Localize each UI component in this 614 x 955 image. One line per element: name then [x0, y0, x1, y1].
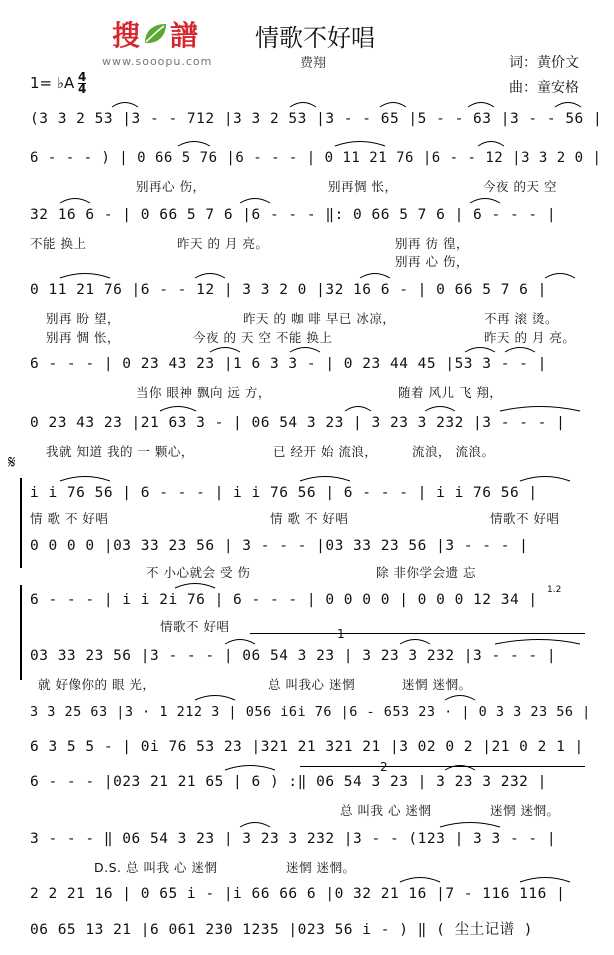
leaf-icon [142, 22, 168, 46]
notation-line-4: 0 11 21 76 |6 - - 12 | 3 3 2 0 |32 16 6 - | 0 66 5 7 6 | [30, 282, 547, 298]
notation-line-3: 32 16 6 - | 0 66 5 7 6 |6 - - - ‖: 0 66 5 7 6 | 6 - - - | [30, 207, 557, 223]
notation-line-13: 6 - - - |023 21 21 65 | 6 ) :‖ 06 54 3 23 | 3 23 3 232 | [30, 774, 547, 790]
lyric-5c: 昨天 的 月 亮。 [484, 330, 576, 345]
lyric-12a: 总 叫我 心 迷惘 [340, 803, 432, 818]
system-brace-1 [20, 478, 25, 568]
time-sig-top: 4 [78, 70, 87, 84]
slur [520, 477, 570, 482]
slur [345, 407, 371, 412]
slur [440, 823, 500, 828]
slur [178, 142, 210, 147]
volta-2-label: 2 [380, 760, 388, 774]
slur [60, 477, 110, 482]
slur [380, 103, 406, 108]
slur [112, 103, 138, 108]
slur [335, 142, 385, 147]
slur [495, 640, 580, 645]
slur [545, 274, 575, 279]
lyric-3c: 别再 彷 徨， [395, 236, 469, 251]
slur [400, 640, 430, 645]
lyric-3d: 别再 心 伤， [395, 254, 469, 269]
slur [500, 407, 580, 412]
lyric-8c: 情歌不 好唱 [490, 511, 560, 526]
slur [468, 103, 494, 108]
logo-char-sou: 搜 [112, 19, 141, 52]
lyric-7b: 已 经开 始 流浪， [273, 444, 378, 459]
slur [300, 477, 350, 482]
slur [425, 407, 455, 412]
system-brace-2 [20, 585, 25, 680]
slur [210, 348, 240, 353]
notation-line-5: 6 - - - | 0 23 43 23 |1 6 3 3 - | 0 23 44 45 |53 3 - - | [30, 356, 547, 372]
lyric-11a: 就 好像你的 眼 光， [38, 677, 156, 692]
slur [225, 640, 255, 645]
time-signature [78, 72, 86, 95]
slur [478, 142, 504, 147]
lyricist-credit: 词：黄价文 [509, 55, 579, 71]
site-logo[interactable] [112, 14, 198, 54]
notation-line-6: 0 23 43 23 |21 63 3 - | 06 54 3 23 | 3 23 3 232 |3 - - - | [30, 415, 566, 431]
lyric-5b: 今夜 的 天 空 不能 换上 [193, 330, 333, 345]
lyric-3b: 昨天 的 月 亮。 [177, 236, 269, 251]
slur [60, 274, 110, 279]
slur [195, 696, 235, 701]
lyric-3a: 不能 换上 [30, 236, 87, 251]
lyric-8b: 情 歌 不 好唱 [270, 511, 349, 526]
volta-small-label: 1.2 [547, 585, 562, 595]
lyric-4c: 不再 滚 烫。 [484, 311, 558, 326]
singer-name: 费翔 [300, 56, 327, 71]
lyric-7a: 我就 知道 我的 一 颗心， [46, 444, 194, 459]
lyric-7c: 流浪， 流浪。 [412, 444, 495, 459]
slur [195, 274, 225, 279]
volta-1-label: 1 [337, 627, 345, 641]
lyric-2a: 别再心 伤， [136, 179, 206, 194]
slur [290, 348, 320, 353]
slur [360, 274, 390, 279]
logo-char-pu: 譜 [170, 19, 199, 52]
notation-line-16: 06 65 13 21 |6 061 230 1235 |023 56 i - ) ‖ ( 尘土记谱 ) [30, 922, 534, 938]
site-url[interactable]: www.sooopu.com [102, 55, 213, 68]
lyric-11b: 总 叫我心 迷惘 [268, 677, 355, 692]
lyric-13b: 迷惘 迷惘。 [286, 860, 356, 875]
slur [555, 103, 581, 108]
slur [520, 878, 570, 883]
key-signature: 1= ♭A [30, 74, 75, 92]
notation-line-7: i i 76 56 | 6 - - - | i i 76 56 | 6 - - - | i i 76 56 | [30, 485, 538, 501]
slur [465, 348, 495, 353]
slur [175, 584, 215, 589]
lyric-13a: D.S. 总 叫我 心 迷惘 [94, 860, 218, 875]
time-sig-bottom: 4 [78, 82, 87, 96]
notation-line-14: 3 - - - ‖ 06 54 3 23 | 3 23 3 232 |3 - - (123 | 3 3 - - | [30, 831, 557, 847]
slur [445, 696, 475, 701]
segno-sign: 𝄋 [8, 452, 16, 473]
lyric-9a: 不 小心就会 受 伤 [146, 565, 251, 580]
slur [160, 407, 196, 412]
slur [60, 199, 90, 204]
lyric-6b: 随着 风儿 飞 翔， [398, 385, 503, 400]
lyric-8a: 情 歌 不 好唱 [30, 511, 109, 526]
slur [400, 878, 440, 883]
slur [225, 766, 275, 771]
notation-line-11: 3 3 25 63 |3 · 1 212 3 | 056 i6i 76 |6 - 653 23 · | 0 3 3 23 56 | [30, 704, 591, 720]
lyric-11c: 迷惘 迷惘。 [402, 677, 472, 692]
lyric-9b: 除 非你学会遗 忘 [376, 565, 476, 580]
volta-2-bracket [300, 766, 585, 767]
notation-line-10: 03 33 23 56 |3 - - - | 06 54 3 23 | 3 23 3 232 |3 - - - | [30, 648, 557, 664]
notation-line-9: 6 - - - | i i 2i 76 | 6 - - - | 0 0 0 0 | 0 0 0 12 34 | [30, 592, 538, 608]
lyric-2b: 别再惆 怅， [328, 179, 398, 194]
lyric-2c: 今夜 的天 空 [483, 179, 557, 194]
notation-line-15: 2 2 21 16 | 0 65 i - |i 66 66 6 |0 32 21 16 |7 - 116 116 | [30, 886, 566, 902]
lyric-12b: 迷惘 迷惘。 [490, 803, 560, 818]
slur [505, 348, 535, 353]
lyric-6a: 当你 眼神 飘向 远 方， [136, 385, 271, 400]
notation-line-1: (3 3 2 53 |3 - - 712 |3 3 2 53 |3 - - 65 |5 - - 63 |3 - - 56 | [30, 111, 603, 127]
lyric-10a: 情歌不 好唱 [160, 619, 230, 634]
notation-line-12: 6 3 5 5 - | 0i 76 53 23 |321 21 321 21 |3 02 0 2 |21 0 2 1 | [30, 739, 584, 755]
slur [240, 199, 270, 204]
slur [240, 823, 270, 828]
slur [290, 103, 316, 108]
notation-line-8: 0 0 0 0 |03 33 23 56 | 3 - - - |03 33 23 56 |3 - - - | [30, 538, 529, 554]
volta-1-bracket [250, 633, 585, 634]
song-title: 情歌不好唱 [255, 24, 375, 52]
composer-credit: 曲：童安格 [509, 80, 579, 96]
lyric-4a: 别再 盼 望， [46, 311, 120, 326]
slur [470, 199, 500, 204]
notation-line-2: 6 - - - ) | 0 66 5 76 |6 - - - | 0 11 21 76 |6 - - 12 |3 3 2 0 | [30, 150, 602, 166]
lyric-4b: 昨天 的 咖 啡 早已 冰凉， [243, 311, 396, 326]
lyric-5a: 别再 惆 怅， [46, 330, 120, 345]
